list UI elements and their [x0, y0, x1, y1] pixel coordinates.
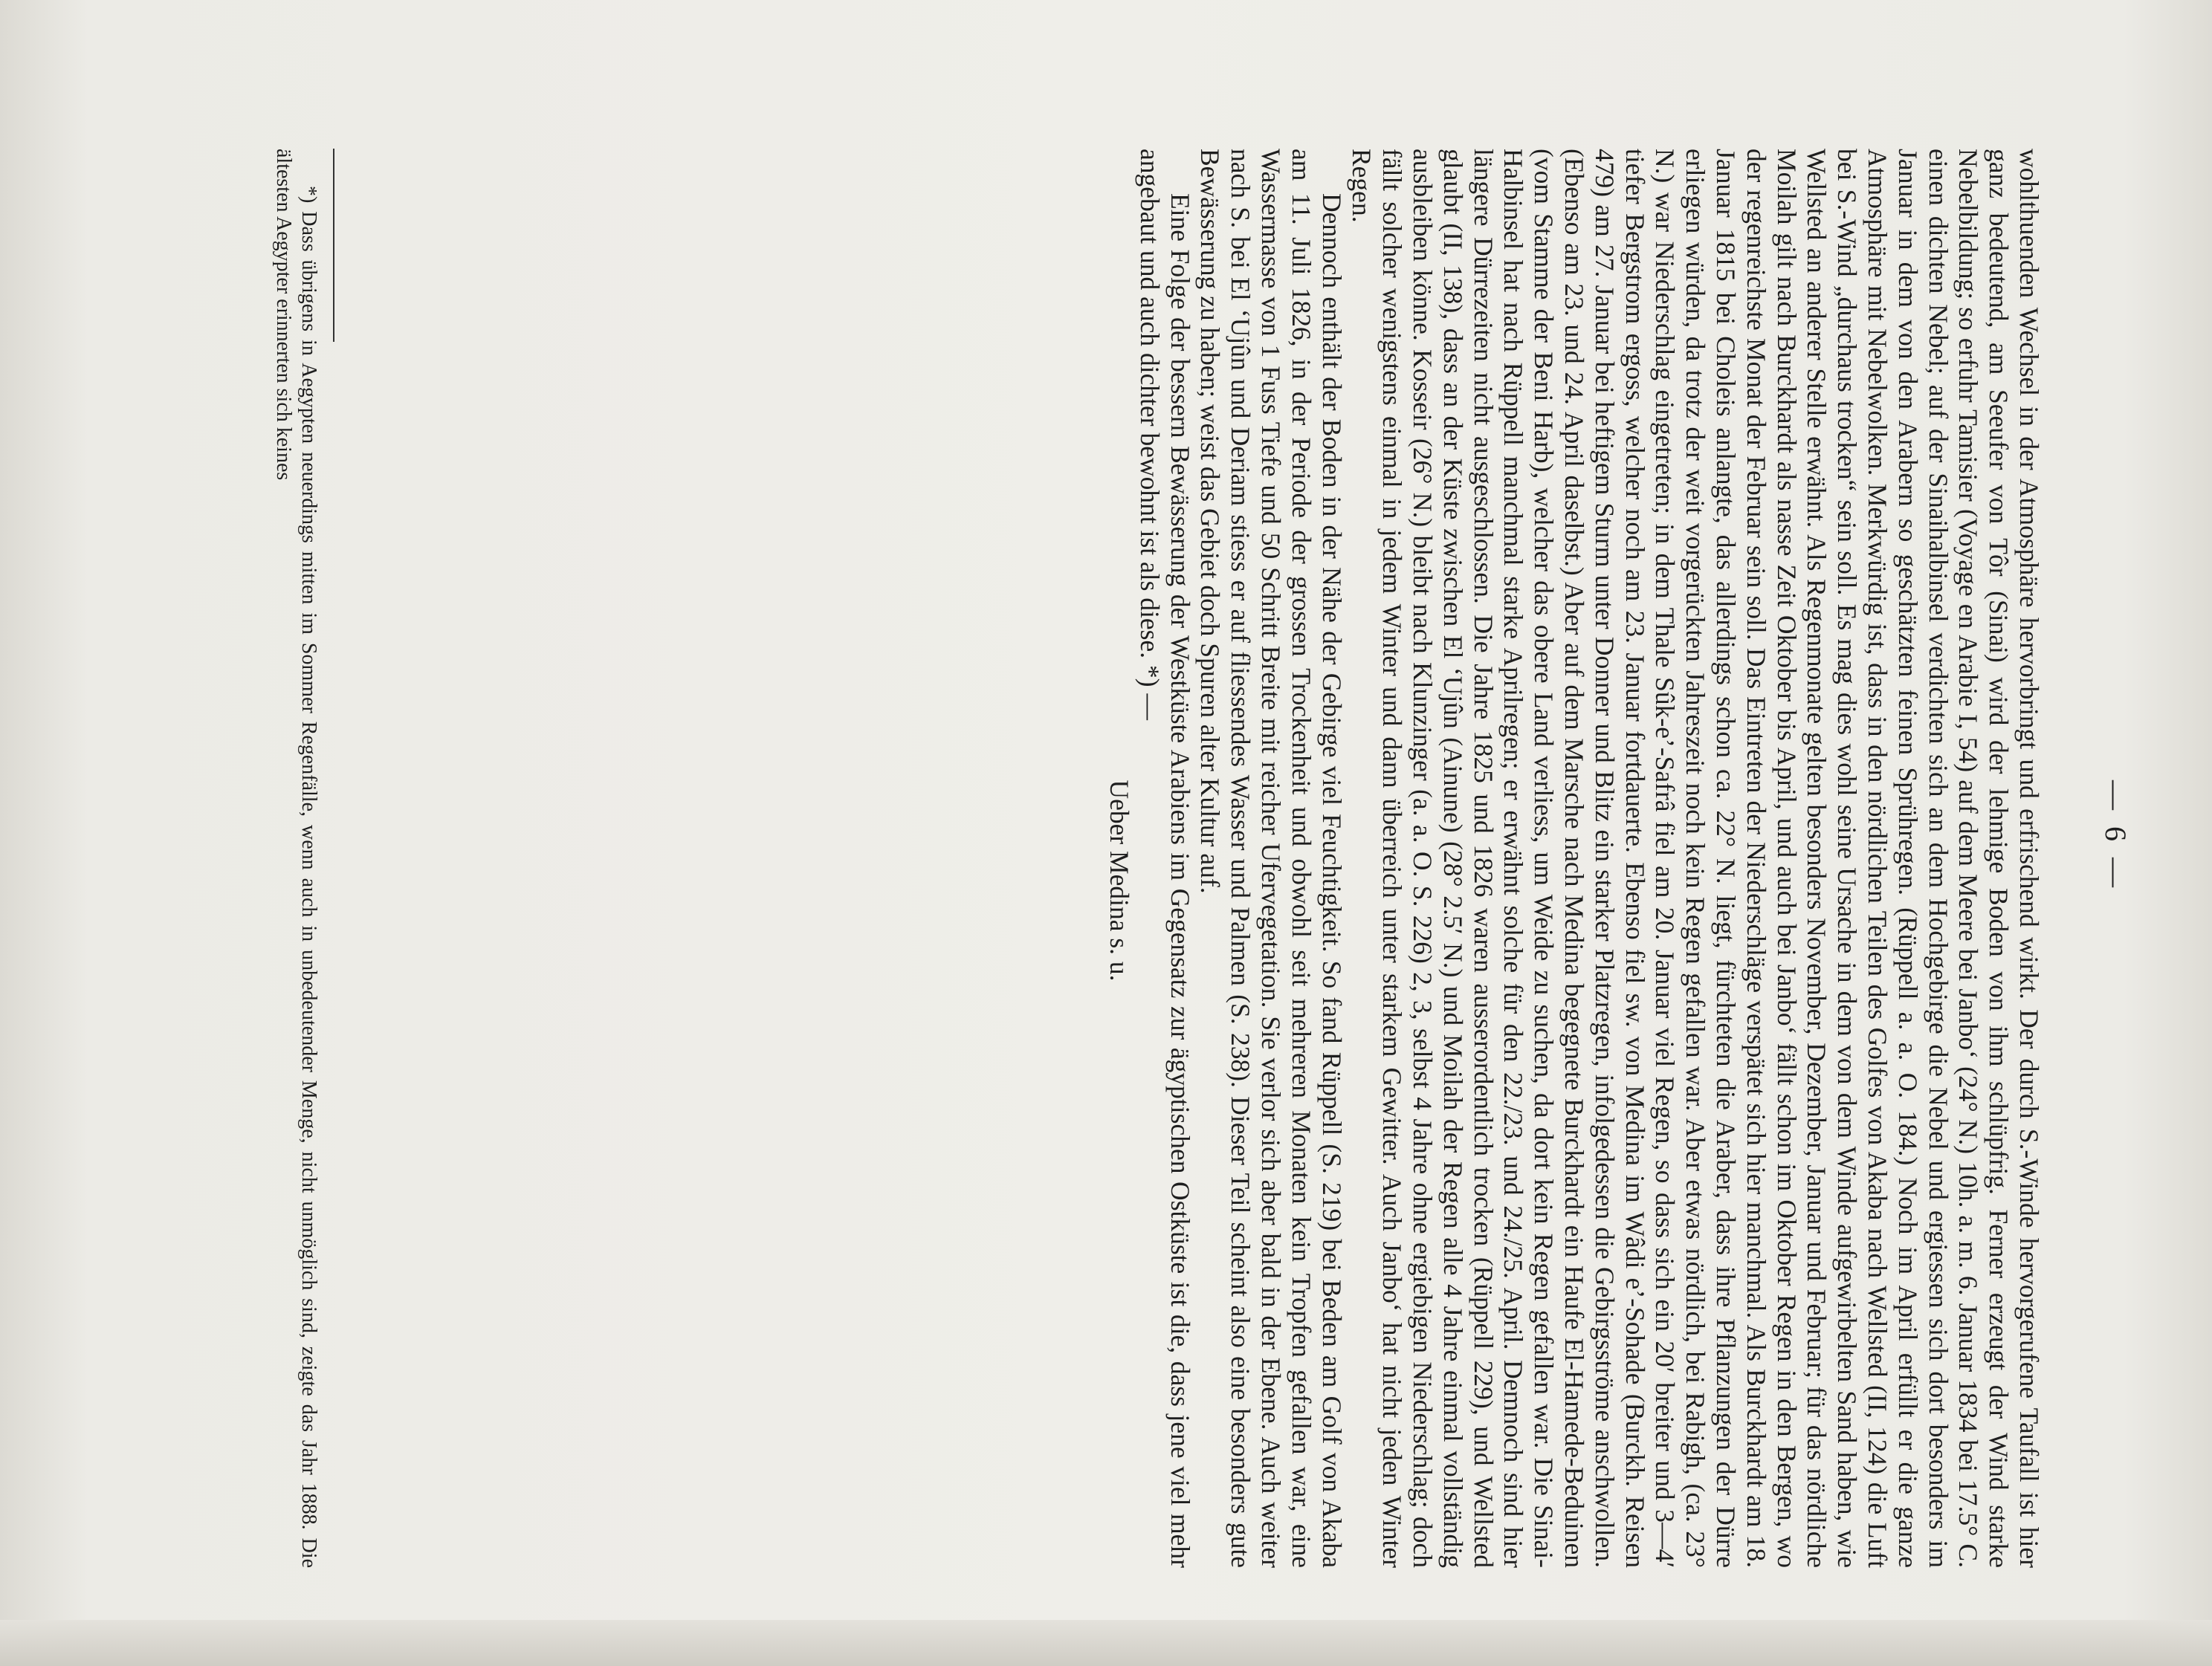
paragraph-3: Eine Folge der bessern Bewässerung der Westküste Arabiens im Gegensatz zur ägyptischen Ostküste ist die, dass jene viel mehr angebaut und auch dichter bewohnt ist als diese. *) — — [1134, 149, 1195, 1568]
footnote-divider — [333, 149, 334, 342]
paragraph-1: wohlthuenden Wechsel in der Atmosphäre hervorbringt und erfrischend wirkt. Der durch S.-Winde hervorgerufene Taufall ist hier ganz bedeutend, am Seeufer von Tôr (Sinai) wird der lehmige Boden von ihm schlüpfrig. Ferner erzeugt der Wind starke Nebelbildung; so erfuhr Tamisier (Voyage en Arabie I, 54) auf dem Meere bei Janbo‘ (24° N.) 10h. a. m. 6. Januar 1834 bei 17.5° C. einen dichten Nebel; auf der Sinaihalbinsel verdichten sich an dem Hochgebirge die Nebel und ergiessen sich dort besonders im Januar in dem von den Arabern so geschätzten feinen Sprühregen. (Rüppell a. a. O. 184.) Noch im April erfüllt er die ganze Atmosphäre mit Nebelwolken. Merkwürdig ist, dass in den nördlichen Teilen des Golfes von Akaba nach Wellsted (II, 124) die Luft bei S.-Wind „durchaus trocken“ sein soll. Es mag dies wohl seine Ursache in dem von dem Winde aufgewirbelten Sand haben, wie Wellsted an anderer Stelle erwähnt. Als Regenmonate gelten besonders November, Dezember, Januar und Februar; für das nördliche Moilah gilt nach Burckhardt als nasse Zeit Oktober bis April, und auch bei Janbo‘ fällt schon im Oktober Regen in den Bergen, wo der regenreichste Monat der Februar sein soll. Das Eintreten der Niederschläge verspätet sich hier manchmal. Als Burckhardt am 18. Januar 1815 bei Choleis anlangte, das allerdings schon ca. 22° N. liegt, fürchteten die Araber, dass ihre Pflanzungen der Dürre erliegen würden, da trotz der weit vorgerückten Jahreszeit noch kein Regen gefallen war. Aber etwas nördlich, bei Rabigh, (ca. 23° N.) war Niederschlag eingetreten; in dem Thale Sûk-e’-Safrâ fiel am 20. Januar viel Regen, so dass sich ein 20′ breiter und 3—4′ tiefer Bergstrom ergoss, welcher noch am 23. Januar fortdauerte. Ebenso fiel sw. von Medina im Wâdi e’-Sohade (Burckh. Reisen 479) am 27. Januar bei heftigem Sturm unter Donner und Blitz ein starker Platzregen, infolgedessen die Gebirgsströme anschwollen. (Ebenso am 23. und 24. April daselbst.) Aber auf dem Marsche nach Medina begegnete Burckhardt ein Haufe El-Hamede-Beduinen (vom Stamme der Beni Harb), welcher das obere Land verliess, um Weide zu suchen, da dort kein Regen gefallen war. Die Sinai-Halbinsel hat nach Rüppell manchmal starke Aprilregen; er erwähnt solche für den 22./23. und 24./25. April. Demnoch sind hier längere Dürrezeiten nicht ausgeschlossen. Die Jahre 1825 und 1826 waren ausserordentlich trocken (Rüppell 229), und Wellsted glaubt (II, 138), dass an der Küste zwischen El ‘Ujûn (Ainune) (28° 2.5′ N.) und Moilah der Regen alle 4 Jahre einmal vollständig ausbleiben könne. Kosseir (26° N.) bleibt nach Klunzinger (a. a. O. S. 226) 2, 3, selbst 4 Jahre ohne ergiebigen Niederschlag; doch fällt solcher wenigstens einmal in jedem Winter und dann überreich unter starkem Gewitter. Auch Janbo‘ hat nicht jeden Winter Regen. — [1347, 149, 2044, 1568]
page-area — [97, 74, 2141, 1598]
footnote — [271, 149, 321, 1568]
footnote-text: *) Dass übrigens in Aegypten neuerdings mitten im Sommer Regenfälle, wenn auch in unbedeutender Menge, nicht unmöglich sind, zeigte das Jahr 1888. Die ältesten Aegypter erinnerten sich keines — [272, 149, 320, 1568]
rotated-page — [97, 74, 2141, 1598]
closing-line: Ueber Medina s. u. — [1105, 779, 1135, 982]
body-text — [1104, 149, 2044, 1568]
paragraph-2: Dennoch enthält der Boden in der Nähe der Gebirge viel Feuchtigkeit. So fand Rüppell (S. 219) bei Beden am Golf von Akaba am 11. Juli 1826, in der Periode der grossen Trockenheit und obwohl seit mehreren Monaten kein Tropfen gefallen war, eine Wassermasse von 1 Fuss Tiefe und 50 Schritt Breite mit reicher Ufervegetation. Sie verlor sich aber bald in der Ebene. Auch weiter nach S. bei El ‘Ujûn und Deriam stiess er auf fliessendes Wasser und Palmen (S. 238). Dieser Teil scheint also eine besonders gute Bewässerung zu haben; weist das Gebiet doch Spuren alter Kultur auf. — [1195, 149, 1347, 1568]
page-number: — 6 — — [2099, 780, 2132, 892]
scan-bottom-edge — [0, 1620, 2212, 1666]
